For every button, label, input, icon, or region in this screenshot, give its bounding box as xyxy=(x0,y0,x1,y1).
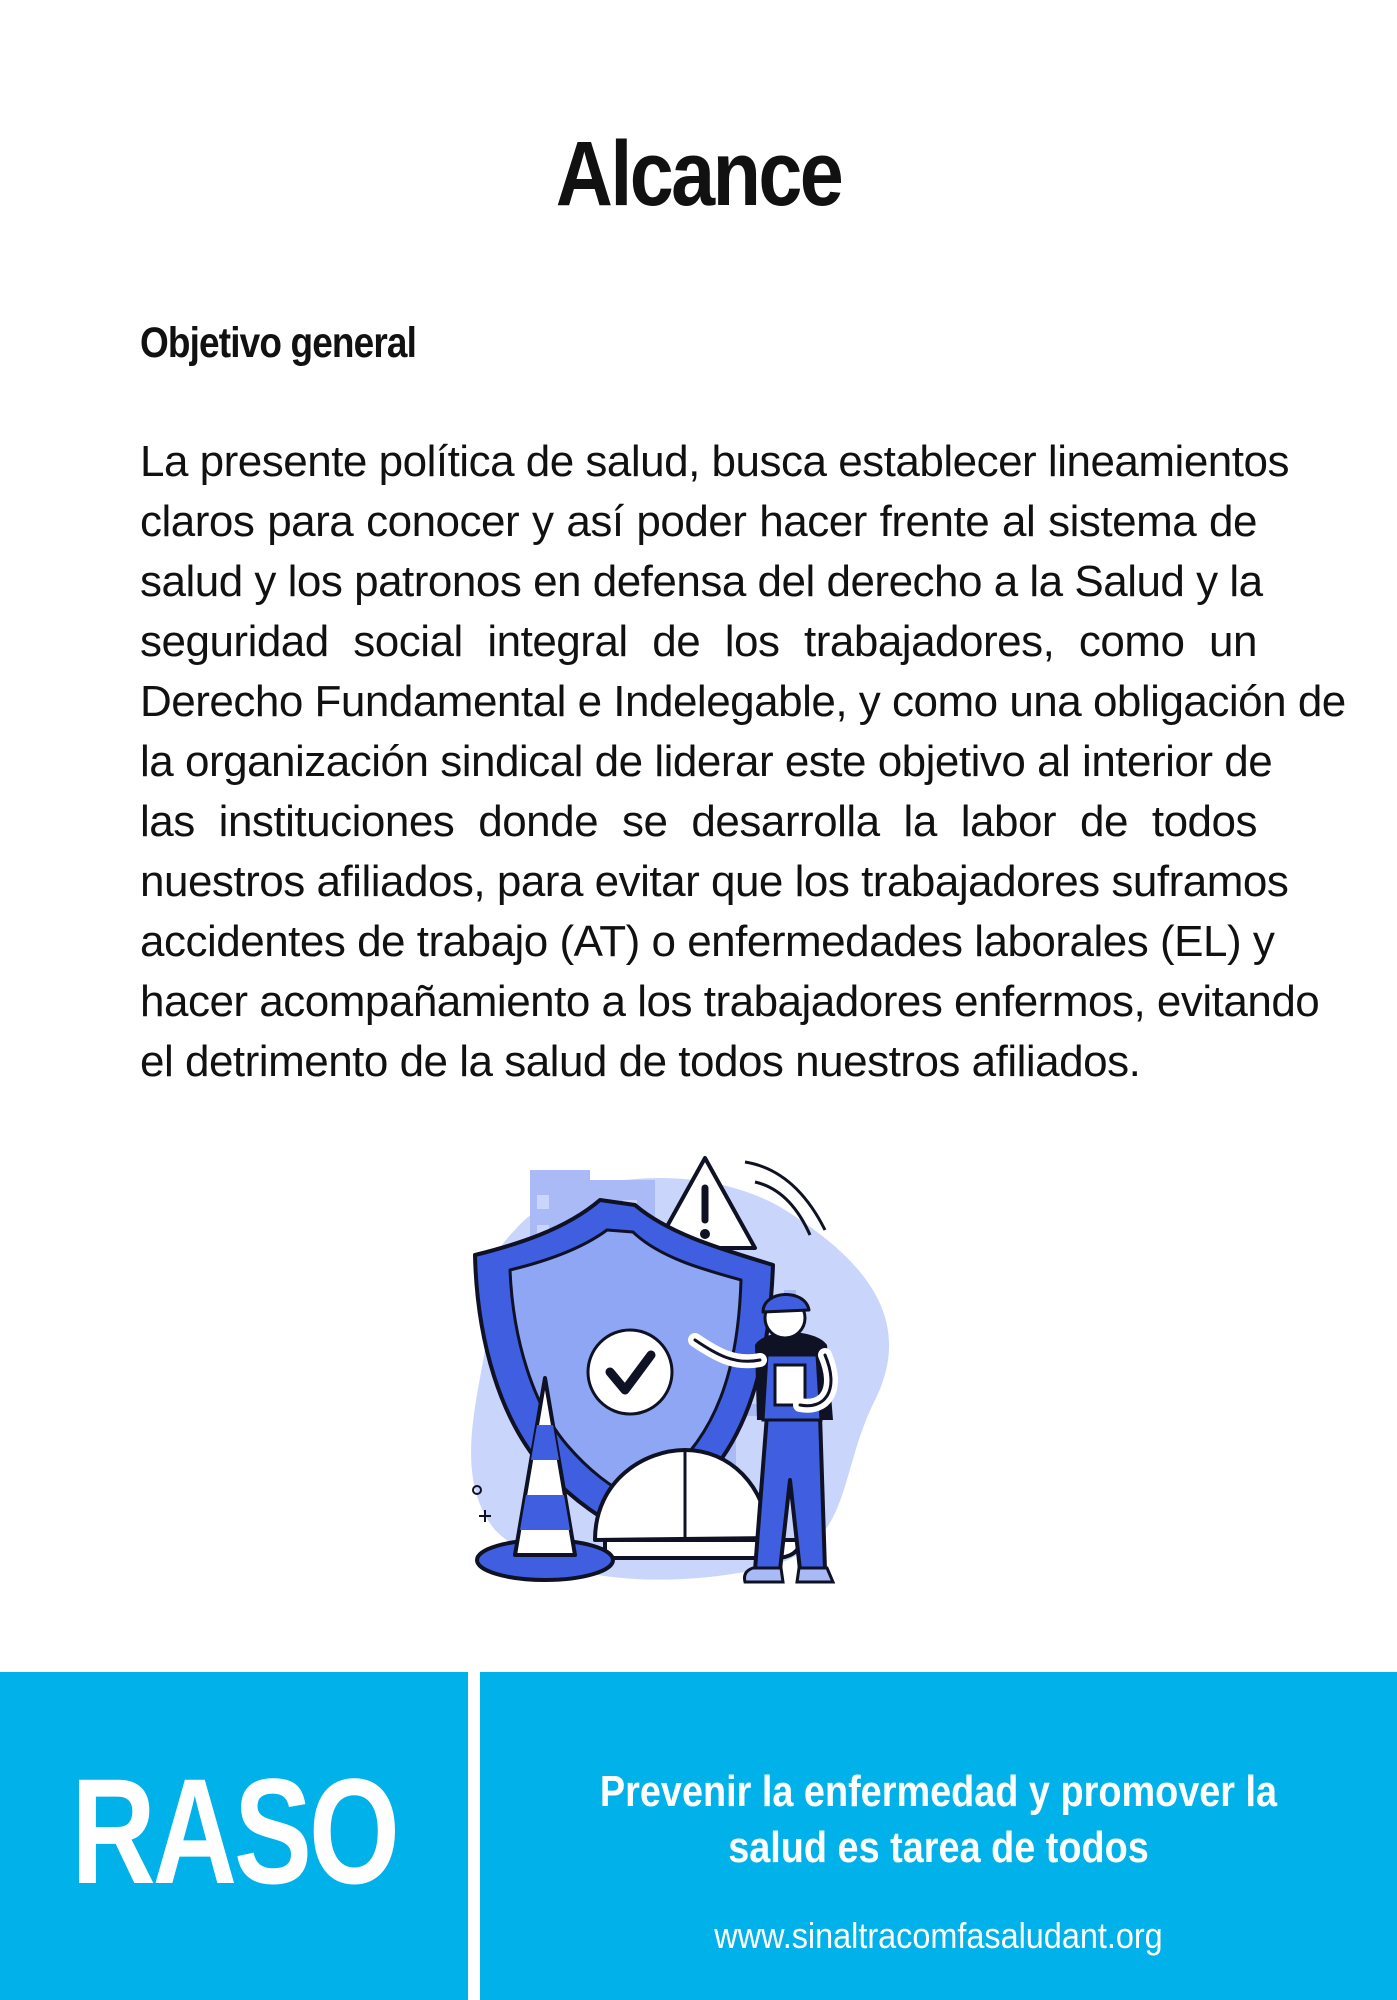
body-line: salud y los patronos en defensa del derecho a la Salud y la xyxy=(140,557,1263,606)
page-title: Alcance xyxy=(555,123,842,225)
body-line: las instituciones donde se desarrolla la labor de todos xyxy=(140,797,1257,846)
footer-logo-panel xyxy=(0,1672,468,2000)
body-line: el detrimento de la salud de todos nuestros afiliados. xyxy=(140,1037,1141,1086)
body-line: accidentes de trabajo (AT) o enfermedades laborales (EL) y xyxy=(140,917,1275,966)
footer-logo: RASO xyxy=(71,1747,397,1915)
body-line: hacer acompañamiento a los trabajadores enfermos, evitando xyxy=(140,977,1320,1026)
body-line: seguridad social integral de los trabajadores, como un xyxy=(140,617,1257,666)
footer xyxy=(0,1672,1397,2000)
body-line: claros para conocer y así poder hacer frente al sistema de xyxy=(140,497,1257,546)
footer-slogan-line: salud es tarea de todos xyxy=(728,1823,1149,1872)
body-line: la organización sindical de liderar este objetivo al interior de xyxy=(140,737,1273,786)
footer-slogan xyxy=(480,1764,1397,1876)
body-line: Derecho Fundamental e Indelegable, y como una obligación de xyxy=(140,677,1346,726)
footer-website-link[interactable]: www.sinaltracomfasaludant.org xyxy=(714,1915,1163,1956)
footer-info-panel xyxy=(480,1672,1397,2000)
footer-slogan-line: Prevenir la enfermedad y promover la xyxy=(599,1767,1278,1816)
body-line: La presente política de salud, busca establecer lineamientos xyxy=(140,437,1289,486)
body-line: nuestros afiliados, para evitar que los trabajadores suframos xyxy=(140,857,1289,906)
worker-safety-shield-illustration xyxy=(455,1150,935,1620)
section-heading: Objetivo general xyxy=(140,319,417,367)
body-paragraph xyxy=(140,432,1346,1092)
